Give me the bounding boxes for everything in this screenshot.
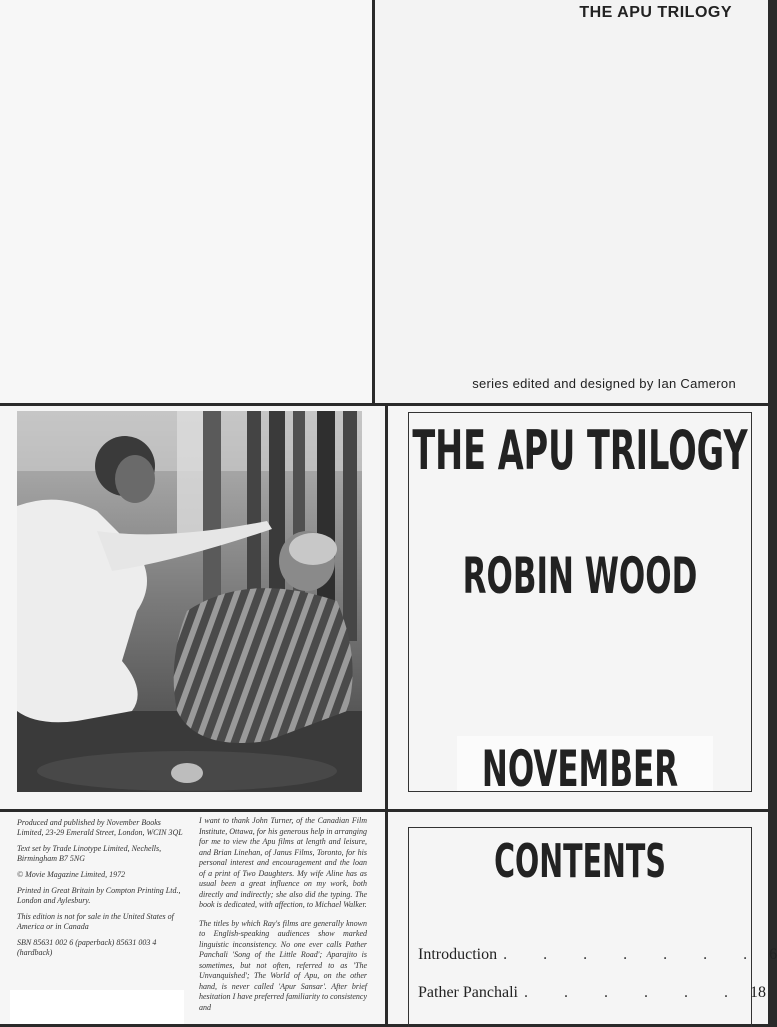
blank-page (0, 0, 372, 403)
photo-illustration (17, 411, 362, 792)
frontispiece-photo (17, 411, 362, 792)
contents-heading: CONTENTS (494, 834, 666, 888)
toc-row (418, 984, 766, 1002)
toc-leader: . . . . . . . (503, 946, 764, 963)
toc-page-number: 18 (749, 984, 766, 1001)
imprint-line: This edition is not for sale in the United States of America or in Canada (17, 912, 174, 931)
toc-label: Pather Panchali (418, 984, 518, 1001)
toc-label: Introduction (418, 946, 498, 963)
imprint-line: © Movie Magazine Limited, 1972 (17, 870, 126, 879)
series-credit: series edited and designed by Ian Cameron (472, 376, 736, 391)
imprint-line: Printed in Great Britain by Compton Printing Ltd., London and Aylesbury. (17, 886, 181, 905)
half-title-page (375, 0, 768, 403)
toc-row (418, 946, 777, 964)
contents-frame (408, 827, 777, 1027)
toc-leader: . . . . . . (523, 984, 744, 1001)
acknowledgements-column (199, 816, 367, 1021)
acknowledgements-paragraph: I want to thank John Turner, of the Canadian Film Institute, Ottawa, for his generous help in arranging for me to view the Apu films at length and leisure, and Brian Linehan, of Janus Films, Toronto, for his personal interest and encouragement and the loan of a print of Two Daughters. My wife Aline has as usual been a great influence on my work, both directly and indirectly; she also did the typing. The book is dedicated, with affection, to Michael Walker. (199, 816, 367, 909)
contents-page (388, 812, 777, 1024)
frontispiece-page (0, 406, 385, 809)
blank-patch (10, 990, 184, 1024)
book-author: ROBIN WOOD (462, 547, 698, 605)
title-page (388, 406, 768, 809)
book-title: THE APU TRILOGY (412, 419, 748, 482)
titles-note-paragraph: The titles by which Ray's films are generally known to English-speaking audiences show marked linguistic inconsistency. No one ever calls Pather Panchali 'Song of the Little Road'; Aparajito is sometimes, but not often, referred to as 'The Unvanquished'; The World of Apu, on the other hand, is never called 'Apur Sansar'. After brief hesitation I have preferred familiarity to consistency and (199, 918, 367, 1012)
imprint-page (0, 812, 385, 1024)
toc-page-number: 6 (769, 946, 777, 963)
imprint-line: SBN 85631 002 6 (paperback) 85631 003 4 (hardback) (17, 938, 157, 957)
imprint-line: Produced and published by November Books Limited, 23-29 Emerald Street, London, WCIN 3QL (17, 818, 183, 837)
imprint-column (17, 818, 185, 964)
book-publisher: NOVEMBER (481, 740, 679, 798)
series-title: THE APU TRILOGY (579, 4, 732, 21)
imprint-line: Text set by Trade Linotype Limited, Nechells, Birmingham B7 5NG (17, 844, 162, 863)
title-frame (408, 412, 752, 798)
